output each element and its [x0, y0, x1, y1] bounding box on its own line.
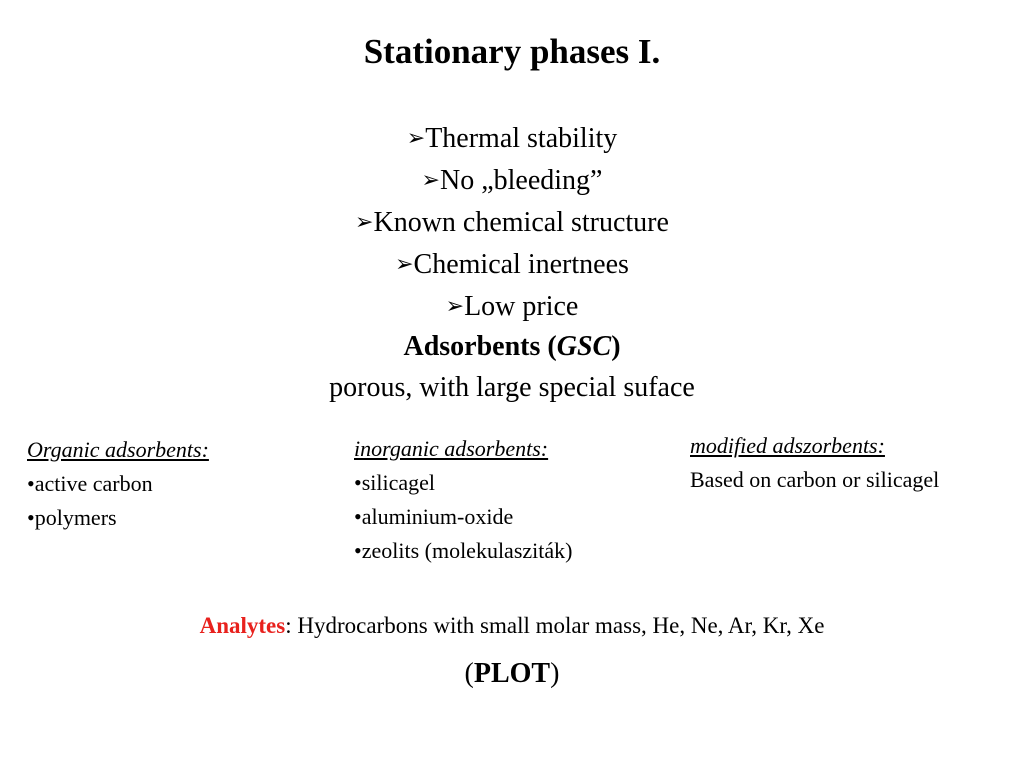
adsorbents-close-paren: ) [611, 331, 621, 362]
arrow-bullet-icon: ➢ [355, 209, 374, 234]
plot-open-paren: ( [464, 658, 474, 689]
plot-abbreviation: PLOT [473, 658, 551, 689]
bullet-text: Known chemical structure [373, 207, 669, 238]
bullet-item [0, 160, 1024, 202]
bullet-item [0, 244, 1024, 286]
arrow-bullet-icon: ➢ [395, 251, 414, 276]
inorganic-heading: inorganic adsorbents: [354, 436, 549, 461]
arrow-bullet-icon: ➢ [445, 293, 465, 318]
bullet-item [0, 202, 1024, 244]
bullet-text: No „bleeding” [439, 165, 603, 196]
list-item: Based on carbon or silicagel [690, 467, 940, 492]
list-item: •polymers [27, 505, 117, 530]
analytes-line [0, 609, 1024, 643]
bullet-item [0, 286, 1024, 328]
adsorbents-label: Adsorbents ( [403, 331, 557, 362]
organic-heading: Organic adsorbents: [27, 437, 209, 462]
bullet-text: Thermal stability [425, 123, 618, 154]
bullet-text: Low price [464, 291, 579, 322]
gsc-abbreviation: GSC [556, 331, 612, 362]
list-item: •zeolits (molekulasziták) [354, 538, 573, 563]
plot-label [0, 654, 1024, 694]
plot-close-paren: ) [550, 658, 560, 689]
arrow-bullet-icon: ➢ [421, 167, 440, 192]
analytes-label: Analytes [199, 613, 286, 638]
inorganic-adsorbents-column [354, 432, 572, 568]
bullet-item [0, 118, 1024, 160]
adsorbents-description: porous, with large special suface [329, 372, 695, 403]
organic-adsorbents-column [27, 433, 209, 535]
analytes-text: : Hydrocarbons with small molar mass, He, Ne, Ar, Kr, Xe [285, 613, 825, 638]
list-item: •silicagel [354, 470, 436, 495]
bullet-text: Chemical inertnees [413, 249, 629, 280]
modified-adsorbents-column [690, 429, 939, 497]
slide-title: Stationary phases I. [363, 32, 661, 71]
arrow-bullet-icon: ➢ [406, 125, 426, 150]
property-bullet-list [0, 118, 1024, 328]
adsorbents-heading [0, 327, 1024, 367]
list-item: •active carbon [27, 471, 153, 496]
list-item: •aluminium-oxide [354, 504, 514, 529]
modified-heading: modified adszorbents: [690, 433, 885, 458]
